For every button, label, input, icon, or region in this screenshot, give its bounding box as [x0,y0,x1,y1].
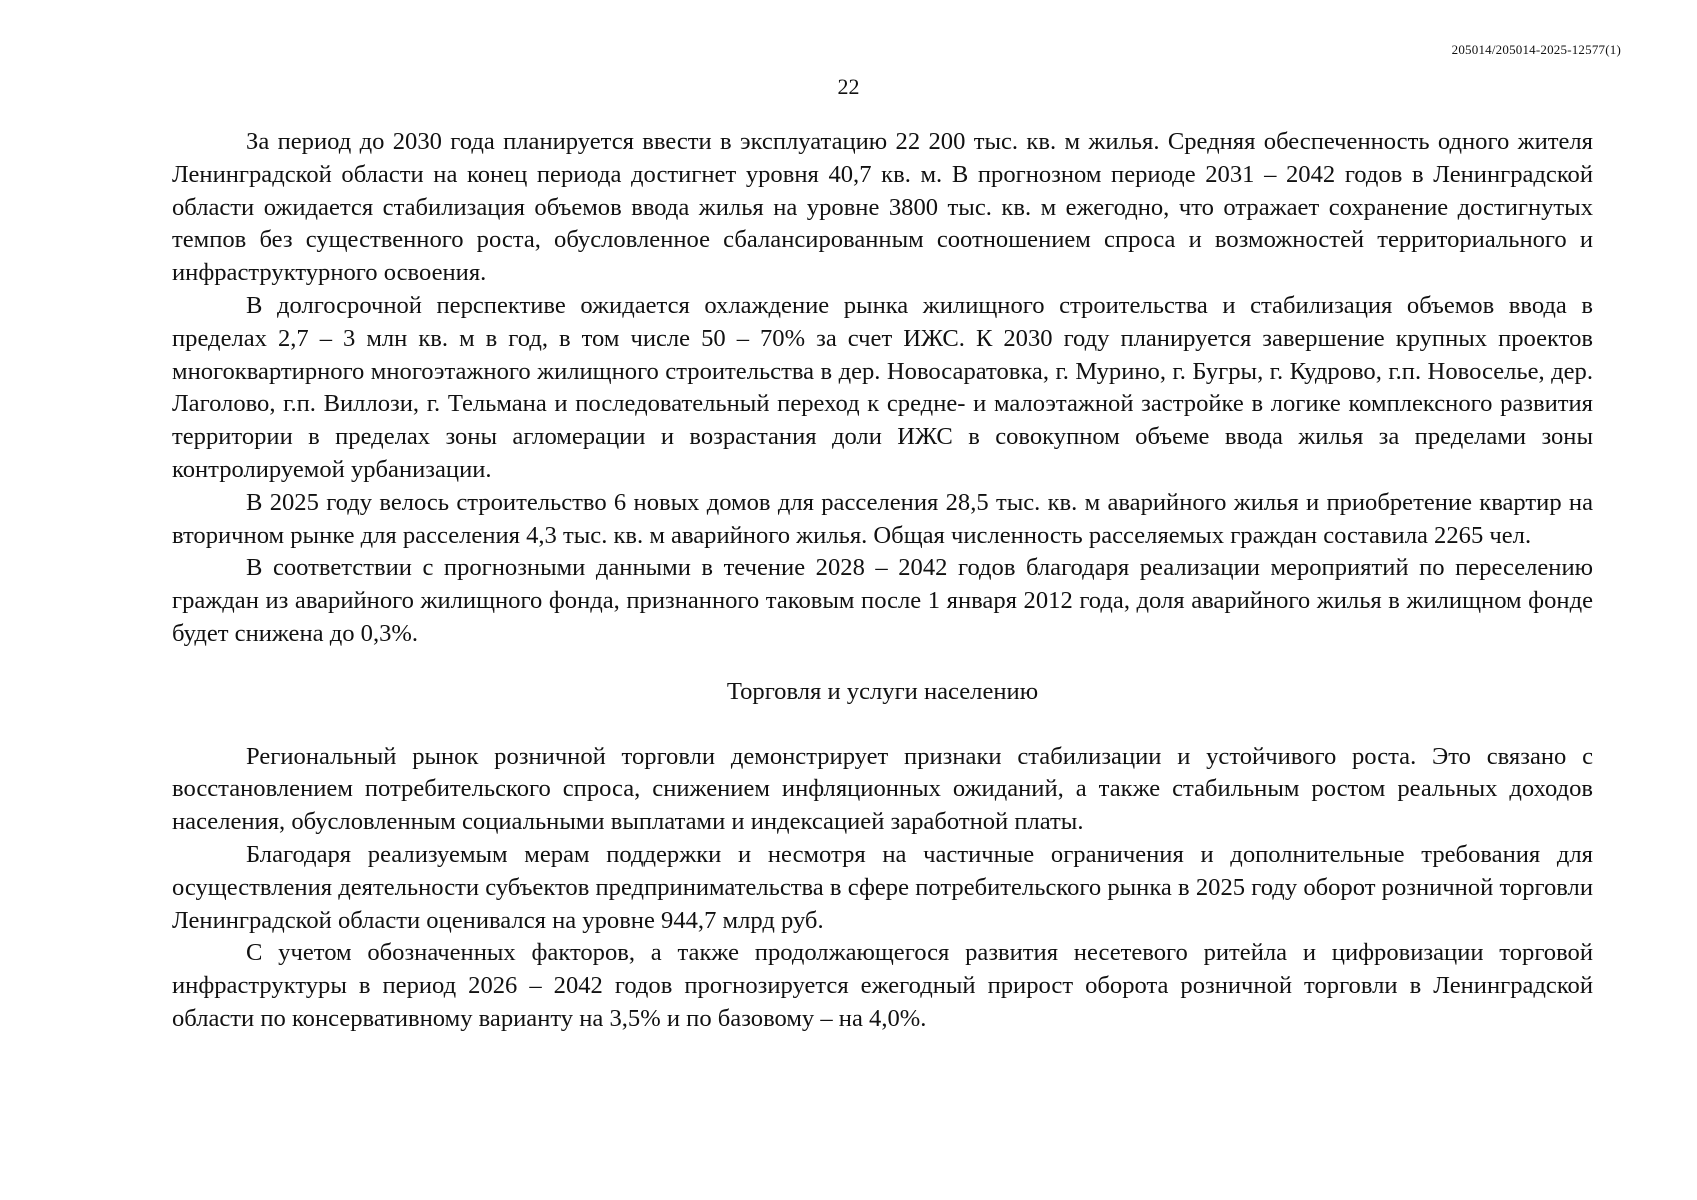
paragraph-resettlement-2025: В 2025 году велось строительство 6 новых домов для расселения 28,5 тыс. кв. м аварийного жилья и приобретение квартир на вторичном рынке для расселения 4,3 тыс. кв. м аварийного жилья. Общая численность расселяемых граждан составила 2265 чел. [172,488,1593,549]
paragraph-retail-turnover: Благодаря реализуемым мерам поддержки и несмотря на частичные ограничения и дополнительные требования для осуществления деятельности субъектов предпринимательства в сфере потребительского рынка в 2025 году оборот розничной торговли Ленинградской области оценивался на уровне 944,7 млрд руб. [172,840,1593,934]
paragraph-retail-forecast: С учетом обозначенных факторов, а также продолжающегося развития несетевого ритейла и цифровизации торговой инфраструктуры в период 2026 – 2042 годов прогнозируется ежегодный прирост оборота розничной торговли в Ленинградской области по консервативному варианту на 3,5% и по базовому – на 4,0%. [172,939,1593,1032]
section-heading: Торговля и услуги населению [726,677,1039,705]
document-body [172,126,1593,1036]
document-id: 205014/205014-2025-12577(1) [1451,42,1621,57]
paragraph-emergency-housing: В соответствии с прогнозными данными в течение 2028 – 2042 годов благодаря реализации мероприятий по переселению граждан из аварийного жилищного фонда, признанного таковым после 1 января 2012 года, доля аварийного жилья в жилищном фонде будет снижена до 0,3%. [172,554,1593,647]
paragraph-long-term-outlook: В долгосрочной перспективе ожидается охлаждение рынка жилищного строительства и стабилизация объемов ввода в пределах 2,7 – 3 млн кв. м в год, в том числе 50 – 70% за счет ИЖС. К 2030 году планируется завершение крупных проектов многоквартирного многоэтажного жилищного строительства в дер. Новосаратовка, г. Мурино, г. Бугры, г. Кудрово, г.п. Новоселье, дер. Лаголово, г.п. Виллози, г. Тельмана и последовательный переход к средне- и малоэтажной застройке в логике комплексного развития территории в пределах зоны агломерации и возрастания доли ИЖС в совокупном объеме ввода жилья за пределами зоны контролируемой урбанизации. [172,291,1593,483]
page-number: 22 [837,74,860,99]
paragraph-housing-forecast: За период до 2030 года планируется ввести в эксплуатацию 22 200 тыс. кв. м жилья. Средняя обеспеченность одного жителя Ленинградской области на конец периода достигнет уровня 40,7 кв. м. В прогнозном периоде 2031 – 2042 годов в Ленинградской области ожидается стабилизация объемов ввода жилья на уровне 3800 тыс. кв. м ежегодно, что отражает сохранение достигнутых темпов без существенного роста, обусловленное сбалансированным соотношением спроса и возможностей территориального и инфраструктурного освоения. [172,128,1593,287]
paragraph-retail-market: Региональный рынок розничной торговли демонстрирует признаки стабилизации и устойчивого роста. Это связано с восстановлением потребительского спроса, снижением инфляционных ожиданий, а также стабильным ростом реальных доходов населения, обусловленным социальными выплатами и индексацией заработной платы. [172,742,1593,836]
